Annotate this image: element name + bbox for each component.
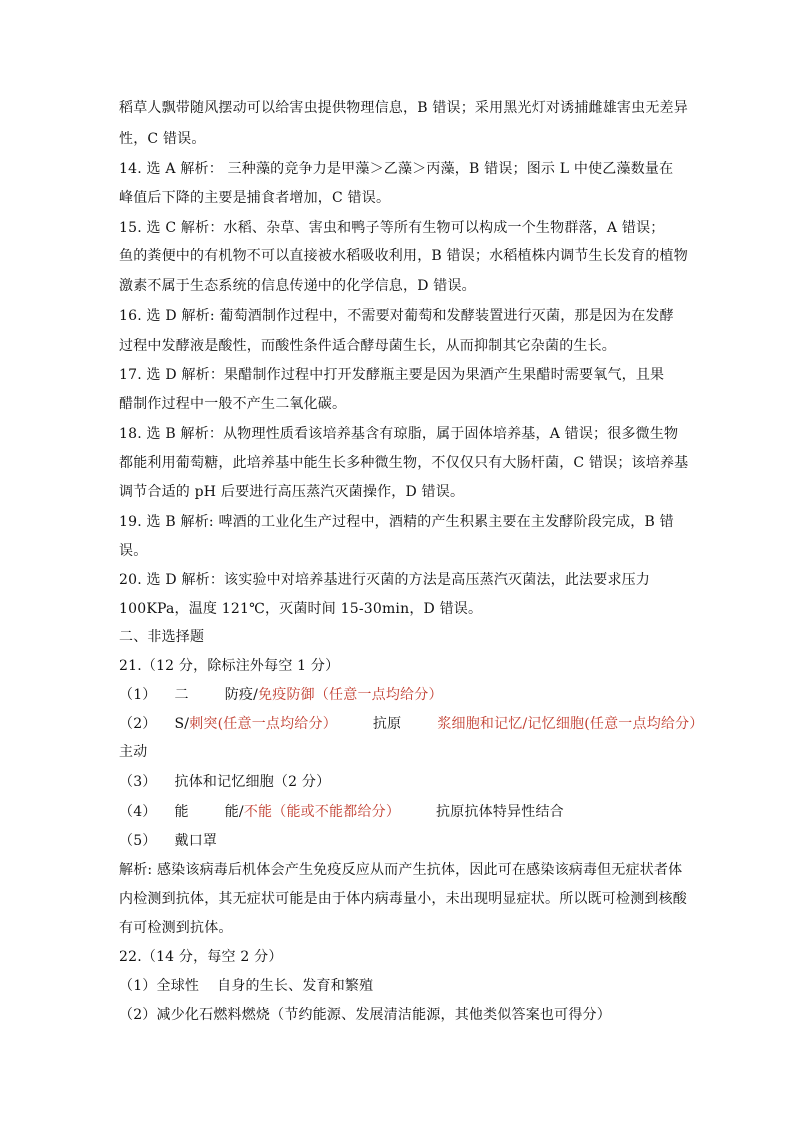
answer-text: 能 xyxy=(174,804,189,820)
answer-number: （5） xyxy=(119,833,157,849)
answer-note: 刺突(任意一点均给分） xyxy=(189,716,337,732)
answer-number: （2） xyxy=(119,716,157,732)
text-line: 醋制作过程中一般不产生二氧化碳。 xyxy=(119,396,347,412)
text-line: 20. 选 D 解析：该实验中对培养基进行灭菌的方法是高压蒸汽灭菌法，此法要求压力 xyxy=(119,572,651,588)
text-line: 峰值后下降的主要是捕食者增加，C 错误。 xyxy=(119,190,391,206)
analysis-line: 内检测到抗体，其无症状可能是由于体内病毒量小，未出现明显症状。所以既可检测到核酸 xyxy=(119,891,687,907)
text-line: 都能利用葡萄糖，此培养基中能生长多种微生物，不仅仅只有大肠杆菌，C 错误；该培养基 xyxy=(119,455,689,471)
answer-text: 减少化石燃料燃烧（节约能源、发展清洁能源，其他类似答案也可得分） xyxy=(156,1007,611,1023)
text-line: 调节合适的 pH 后要进行高压蒸汽灭菌操作，D 错误。 xyxy=(119,484,465,500)
answer-note: 免疫防御（任意一点均给分） xyxy=(258,687,443,703)
answer-text: 自身的生长、发育和繁殖 xyxy=(217,978,374,994)
text-line: 17. 选 D 解析：果醋制作过程中打开发酵瓶主要是因为果酒产生果醋时需要氧气，且果 xyxy=(119,367,665,383)
text-line: 误。 xyxy=(119,543,148,559)
answer-number: （1） xyxy=(119,978,157,994)
answer-text: S/ xyxy=(174,716,190,732)
q21-answer-4 xyxy=(119,802,564,822)
answer-number: （4） xyxy=(119,804,157,820)
answer-text: 全球性 xyxy=(156,978,200,994)
text-line: 过程中发酵液是酸性，而酸性条件适合酵母菌生长，从而抑制其它杂菌的生长。 xyxy=(119,338,616,354)
section-heading: 二、非选择题 xyxy=(119,629,205,645)
q21-answer-2 xyxy=(119,714,704,734)
answer-text: 抗原 xyxy=(372,716,402,732)
answer-number: （2） xyxy=(119,1007,157,1023)
text-line: 14. 选 A 解析： 三种藻的竞争力是甲藻＞乙藻＞丙藻，B 错误；图示 L 中使乙藻数量在 xyxy=(119,161,674,177)
question-header: 22.（14 分，每空 2 分） xyxy=(119,949,283,965)
answer-number: （1） xyxy=(119,687,157,703)
analysis-line: 解析: 感染该病毒后机体会产生免疫反应从而产生抗体，因此可在感染该病毒但无症状者体 xyxy=(119,862,683,878)
answer-text: 能/ xyxy=(224,804,244,820)
answer-text: 抗体和记忆细胞（2 分） xyxy=(174,774,331,790)
text-line: 稻草人飘带随风摆动可以给害虫提供物理信息，B 错误；采用黑光灯对诱捕雌雄害虫无差异 xyxy=(119,100,688,116)
answer-note: 不能（能或不能都给分） xyxy=(243,804,401,820)
answer-text: 防疫/ xyxy=(224,687,259,703)
analysis-line: 有可检测到抗体。 xyxy=(119,920,233,936)
text-line: 16. 选 D 解析: 葡萄酒制作过程中，不需要对葡萄和发酵装置进行灭菌，那是因为在发酵 xyxy=(119,308,674,324)
answer-number: （3） xyxy=(119,774,157,790)
text-line: 主动 xyxy=(119,744,148,760)
q21-answer-1 xyxy=(119,685,443,705)
text-line: 19. 选 B 解析: 啤酒的工业化生产过程中，酒精的产生积累主要在主发酵阶段完成，B 错 xyxy=(119,514,674,530)
text-line: 100KPa，温度 121℃，灭菌时间 15-30min，D 错误。 xyxy=(119,601,483,617)
q22-answer-2 xyxy=(119,1005,611,1025)
q21-answer-5 xyxy=(119,831,217,851)
q21-answer-3 xyxy=(119,772,330,792)
answer-text: 戴口罩 xyxy=(174,833,218,849)
text-line: 性，C 错误。 xyxy=(119,131,206,147)
text-line: 15. 选 C 解析：水稻、杂草、害虫和鸭子等所有生物可以构成一个生物群落，A 错误； xyxy=(119,220,665,236)
text-line: 激素不属于生态系统的信息传递中的化学信息，D 错误。 xyxy=(119,278,476,294)
text-line: 鱼的粪便中的有机物不可以直接被水稻吸收利用，B 错误；水稻植株内调节生长发育的植物 xyxy=(119,248,688,264)
text-line: 18. 选 B 解析：从物理性质看该培养基含有琼脂，属于固体培养基，A 错误；很多微生物 xyxy=(119,426,679,442)
answer-note: 浆细胞和记忆/记忆细胞(任意一点均给分） xyxy=(437,716,704,732)
answer-text: 二 xyxy=(174,687,189,703)
answer-text: 抗原抗体特异性结合 xyxy=(436,804,564,820)
question-header: 21.（12 分，除标注外每空 1 分） xyxy=(119,658,340,674)
q22-answer-1 xyxy=(119,976,373,996)
